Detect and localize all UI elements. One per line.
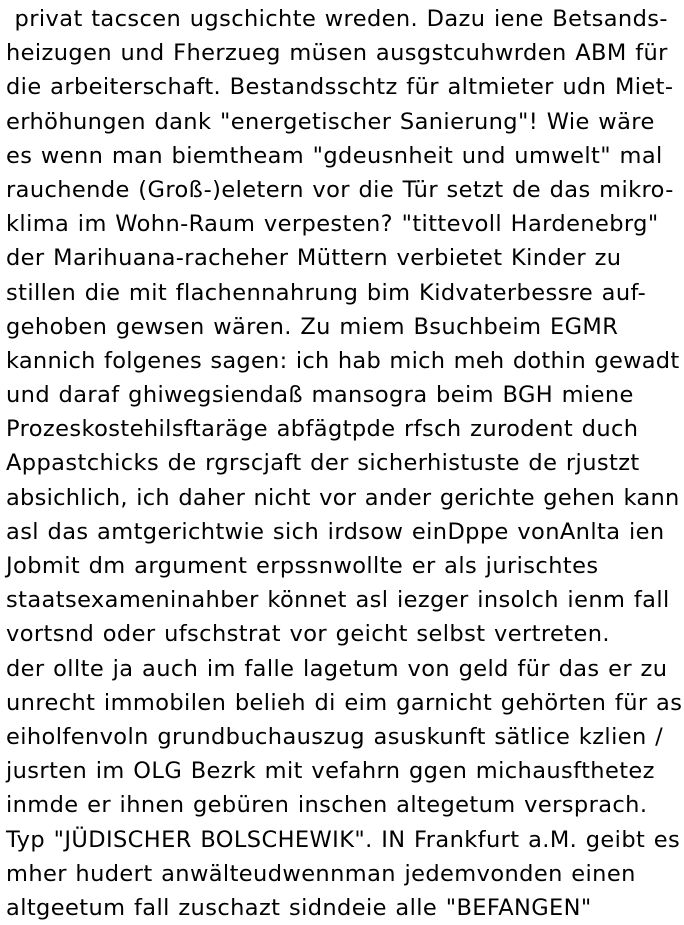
text-line: heizugen und Fherzueg müsen ausgstcuhwrden ABM für	[6, 40, 668, 67]
text-line: eiholfenvoln grundbuchauszug asuskunft sätlice kzlien /	[6, 723, 664, 750]
text-line: Typ "JÜDISCHER BOLSCHEWIK". IN Frankfurt a.M. geibt es	[6, 826, 681, 853]
text-line: unrecht immobilen belieh di eim garnicht gehörten für as	[6, 689, 683, 716]
text-line: staatsexameninahber könnet asl iezger insolch ienm fall	[6, 587, 670, 614]
text-line: Prozeskostehilsftaräge abfägtpde rfsch zurodent duch	[6, 416, 639, 443]
text-line: stillen die mit flachennahrung bim Kidvaterbessre auf-	[6, 279, 647, 306]
text-line: der Marihuana-racheher Müttern verbietet Kinder zu	[6, 245, 622, 272]
text-line: erhöhungen dank "energetischer Sanierung"! Wie wäre	[6, 108, 655, 135]
text-line: klima im Wohn-Raum verpesten? "tittevoll Hardenebrg"	[6, 211, 659, 238]
text-line: rauchende (Groß-)eletern vor die Tür setzt de das mikro-	[6, 176, 674, 203]
text-line: es wenn man biemtheam "gdeusnheit und umwelt" mal	[6, 142, 663, 169]
text-line: Appastchicks de rgrscjaft der sicherhistuste de rjustzt	[6, 450, 640, 477]
text-line: privat tacscen ugschichte wreden. Dazu iene Betsands-	[6, 6, 668, 32]
text-line: vortsnd oder ufschstrat vor geicht selbst vertreten.	[6, 621, 610, 648]
text-line: kannich folgenes sagen: ich hab mich meh dothin gewadt	[6, 347, 680, 374]
text-line: inmde er ihnen gebüren inschen altegetum versprach.	[6, 792, 648, 819]
body-text	[6, 2, 682, 925]
text-line: die arbeiterschaft. Bestandsschtz für altmieter udn Miet-	[6, 74, 674, 101]
text-line: jusrten im OLG Bezrk mit vefahrn ggen michausfthetez	[6, 758, 655, 785]
text-line: asl das amtgerichtwie sich irdsow einDppe vonAnlta ien	[6, 518, 665, 545]
text-line: mher hudert anwälteudwennman jedemvonden einen	[6, 860, 636, 887]
text-line: und daraf ghiwegsiendaß mansogra beim BGH miene	[6, 382, 634, 409]
text-line: der ollte ja auch im falle lagetum von geld für das er zu	[6, 655, 668, 682]
text-line: absichlich, ich daher nicht vor ander gerichte gehen kann	[6, 484, 680, 511]
text-line: gehoben gewsen wären. Zu miem Bsuchbeim EGMR	[6, 313, 619, 340]
text-line: Jobmit dm argument erpssnwollte er als jurischtes	[6, 553, 599, 579]
text-line: altgeetum fall zuschazt sidndeie alle "BEFANGEN"	[6, 894, 592, 921]
